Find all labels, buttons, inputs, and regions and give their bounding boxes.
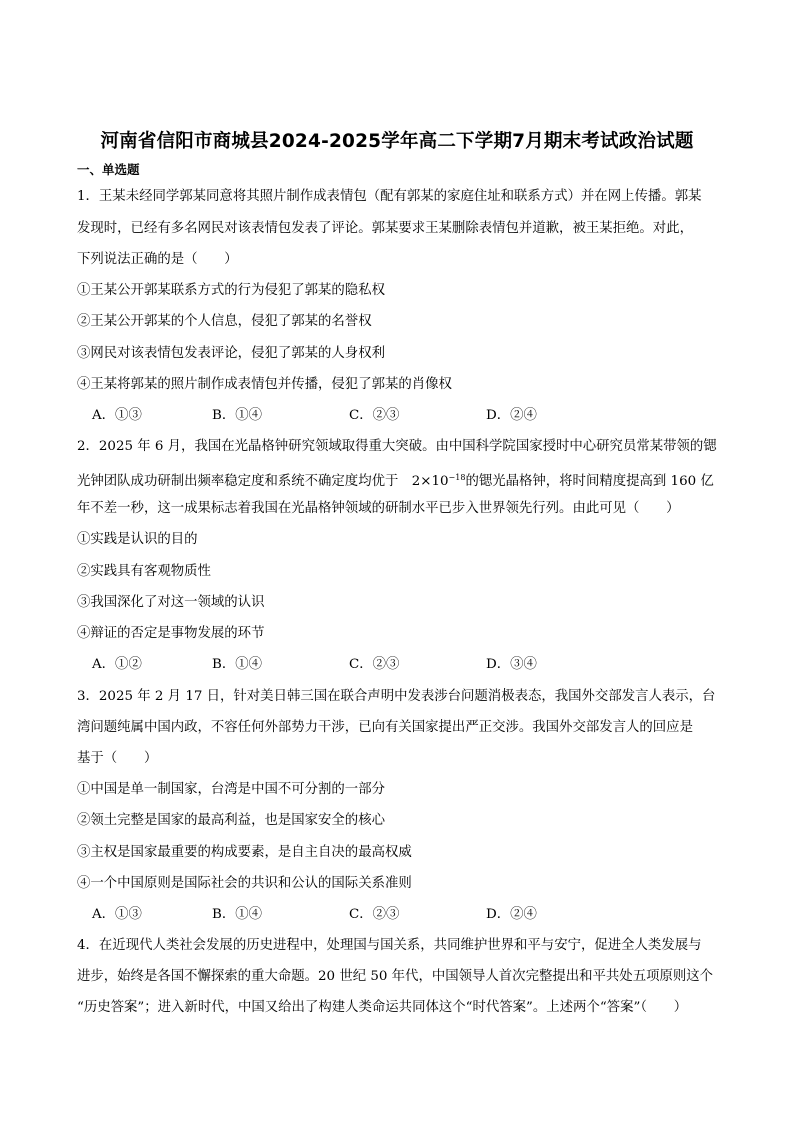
q3-option-a[interactable]: A．①③ — [92, 907, 142, 922]
q2-option-a[interactable]: A．①② — [92, 657, 142, 672]
q1-statement-4: ④王某将郭某的照片制作成表情包并传播，侵犯了郭某的肖像权 — [77, 377, 452, 392]
q2-option-d[interactable]: D．③④ — [486, 657, 537, 672]
q2-statement-2: ②实践具有客观物质性 — [77, 564, 211, 579]
q2-statement-1: ①实践是认识的目的 — [77, 532, 198, 547]
q2-stem-line-1: 2．2025 年 6 月，我国在光晶格钟研究领域取得重大突破。由中国科学院国家授时中心研究员常某带领的锶 — [77, 439, 717, 454]
q4-stem-line-3: “历史答案”；进入新时代，中国又给出了构建人类命运共同体这个“时代答案”。上述两个“答案”（ ） — [77, 1000, 688, 1015]
q2-statement-3: ③我国深化了对这一领域的认识 — [77, 595, 265, 610]
q2-stem-line-2-before: 光钟团队成功研制出频率稳定度和系统不确定度均优于 2×10 — [77, 474, 449, 489]
q4-stem-line-1: 4．在近现代人类社会发展的历史进程中，处理国与国关系，共同维护世界和平与安宁，促进全人类发展与 — [77, 938, 702, 953]
q2-stem-line-2 — [77, 469, 714, 491]
q1-option-d[interactable]: D．②④ — [486, 408, 537, 423]
document-title: 河南省信阳市商城县2024-2025学年高二下学期7月期末考试政治试题 — [100, 131, 694, 152]
q3-option-b[interactable]: B．①④ — [212, 907, 263, 922]
q1-stem-line-2: 发现时，已经有多名网民对该表情包发表了评论。郭某要求王某删除表情包并道歉，被王某拒绝。对此， — [77, 221, 693, 236]
q2-stem-exponent: −18 — [448, 473, 466, 482]
q2-statement-4: ④辩证的否定是事物发展的环节 — [77, 626, 265, 641]
q1-option-b[interactable]: B．①④ — [212, 408, 263, 423]
q1-statement-2: ②王某公开郭某的个人信息，侵犯了郭某的名誉权 — [77, 314, 372, 329]
q1-option-a[interactable]: A．①③ — [92, 408, 142, 423]
q1-option-c[interactable]: C．②③ — [349, 408, 400, 423]
q1-statement-3: ③网民对该表情包发表评论，侵犯了郭某的人身权利 — [77, 346, 385, 361]
q1-statement-1: ①王某公开郭某联系方式的行为侵犯了郭某的隐私权 — [77, 283, 385, 298]
q1-stem-line-3: 下列说法正确的是（ ） — [77, 252, 238, 267]
q1-stem-line-1: 1．王某未经同学郭某同意将其照片制作成表情包（配有郭某的家庭住址和联系方式）并在网上传播。郭某 — [77, 189, 702, 204]
q3-statement-2: ②领土完整是国家的最高利益，也是国家安全的核心 — [77, 813, 385, 828]
q3-option-d[interactable]: D．②④ — [486, 907, 537, 922]
q3-stem-line-2: 湾问题纯属中国内政，不容任何外部势力干涉，已向有关国家提出严正交涉。我国外交部发言人的回应是 — [77, 720, 693, 735]
q3-statement-3: ③主权是国家最重要的构成要素，是自主自决的最高权威 — [77, 845, 412, 860]
q3-stem-line-1: 3．2025 年 2 月 17 日，针对美日韩三国在联合声明中发表涉台问题消极表态，我国外交部发言人表示，台 — [77, 689, 716, 704]
q3-statement-1: ①中国是单一制国家，台湾是中国不可分割的一部分 — [77, 782, 385, 797]
q2-option-c[interactable]: C．②③ — [349, 657, 400, 672]
q3-statement-4: ④一个中国原则是国际社会的共识和公认的国际关系准则 — [77, 876, 412, 891]
q2-stem-line-3: 年不差一秒，这一成果标志着我国在光晶格钟领域的研制水平已步入世界领先行列。由此可见（ ） — [77, 501, 680, 516]
q3-stem-line-3: 基于（ ） — [77, 751, 158, 766]
q4-stem-line-2: 进步，始终是各国不懈探索的重大命题。20 世纪 50 年代，中国领导人首次完整提出和平共处五项原则这个 — [77, 969, 714, 984]
q2-stem-line-2-after: 的锶光晶格钟，将时间精度提高到 160 亿 — [465, 474, 714, 489]
q3-option-c[interactable]: C．②③ — [349, 907, 400, 922]
q2-option-b[interactable]: B．①④ — [212, 657, 263, 672]
section-heading: 一、单选题 — [77, 162, 140, 177]
